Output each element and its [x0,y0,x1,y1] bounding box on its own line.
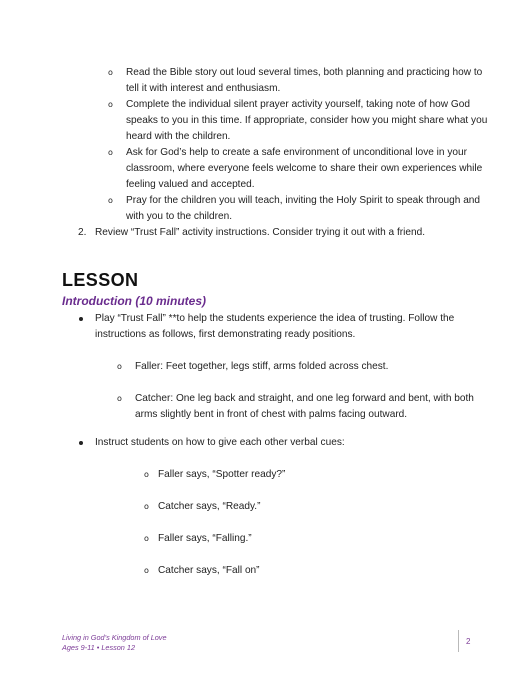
prep-subitem-3-line-2: classroom, where everyone feels welcome to share their own experiences while [126,163,483,174]
open-bullet-icon: o [144,502,149,511]
position-faller: Faller: Feet together, legs stiff, arms folded across chest. [135,361,389,372]
introduction-heading: Introduction (10 minutes) [62,294,206,308]
prep-item-2-number: 2. [78,227,87,238]
open-bullet-icon: o [144,470,149,479]
footer-title: Living in God’s Kingdom of Love [62,633,167,642]
prep-subitem-2-line-2: speaks to you in this time. If appropriate, consider how you might share what you [126,115,488,126]
cue-3: Faller says, “Falling.” [158,533,252,544]
footer-divider [458,630,459,652]
bullet-dot-icon [79,317,83,321]
open-bullet-icon: o [108,196,113,205]
open-bullet-icon: o [108,100,113,109]
open-bullet-icon: o [117,394,122,403]
position-catcher-line-2: arms slightly bent in front of chest with palms facing outward. [135,409,408,420]
prep-subitem-4-line-2: with you to the children. [126,211,233,222]
lesson-heading: LESSON [62,270,139,290]
prep-subitem-4-line-1: Pray for the children you will teach, inviting the Holy Spirit to speak through and [126,195,481,206]
open-bullet-icon: o [144,534,149,543]
prep-item-2-text: Review “Trust Fall” activity instructions. Consider trying it out with a friend. [95,227,426,238]
cue-2: Catcher says, “Ready.” [158,501,261,512]
footer-subtitle: Ages 9-11 • Lesson 12 [62,643,136,652]
prep-subitem-1-line-1: Read the Bible story out loud several times, both planning and practicing how to [126,67,483,78]
open-bullet-icon: o [108,148,113,157]
cue-1: Faller says, “Spotter ready?” [158,469,286,480]
bullet-dot-icon [79,441,83,445]
prep-subitem-3-line-1: Ask for God’s help to create a safe environment of unconditional love in your [126,147,467,158]
prep-subitem-2-line-1: Complete the individual silent prayer activity yourself, taking note of how God [126,99,470,110]
position-catcher-line-1: Catcher: One leg back and straight, and one leg forward and bent, with both [135,393,474,404]
intro-bullet-2: Instruct students on how to give each other verbal cues: [95,437,345,448]
prep-subitem-2-line-3: heard with the children. [126,131,231,142]
page-number: 2 [466,637,471,646]
open-bullet-icon: o [117,362,122,371]
prep-subitem-1-line-2: tell it with interest and enthusiasm. [126,83,281,94]
intro-bullet-1-line-2: instructions as follows, first demonstrating ready positions. [95,329,356,340]
open-bullet-icon: o [144,566,149,575]
intro-bullet-1-line-1: Play “Trust Fall” **to help the students experience the idea of trusting. Follow the [95,313,455,324]
open-bullet-icon: o [108,68,113,77]
cue-4: Catcher says, “Fall on” [158,565,260,576]
prep-subitem-3-line-3: feeling valued and accepted. [126,179,255,190]
